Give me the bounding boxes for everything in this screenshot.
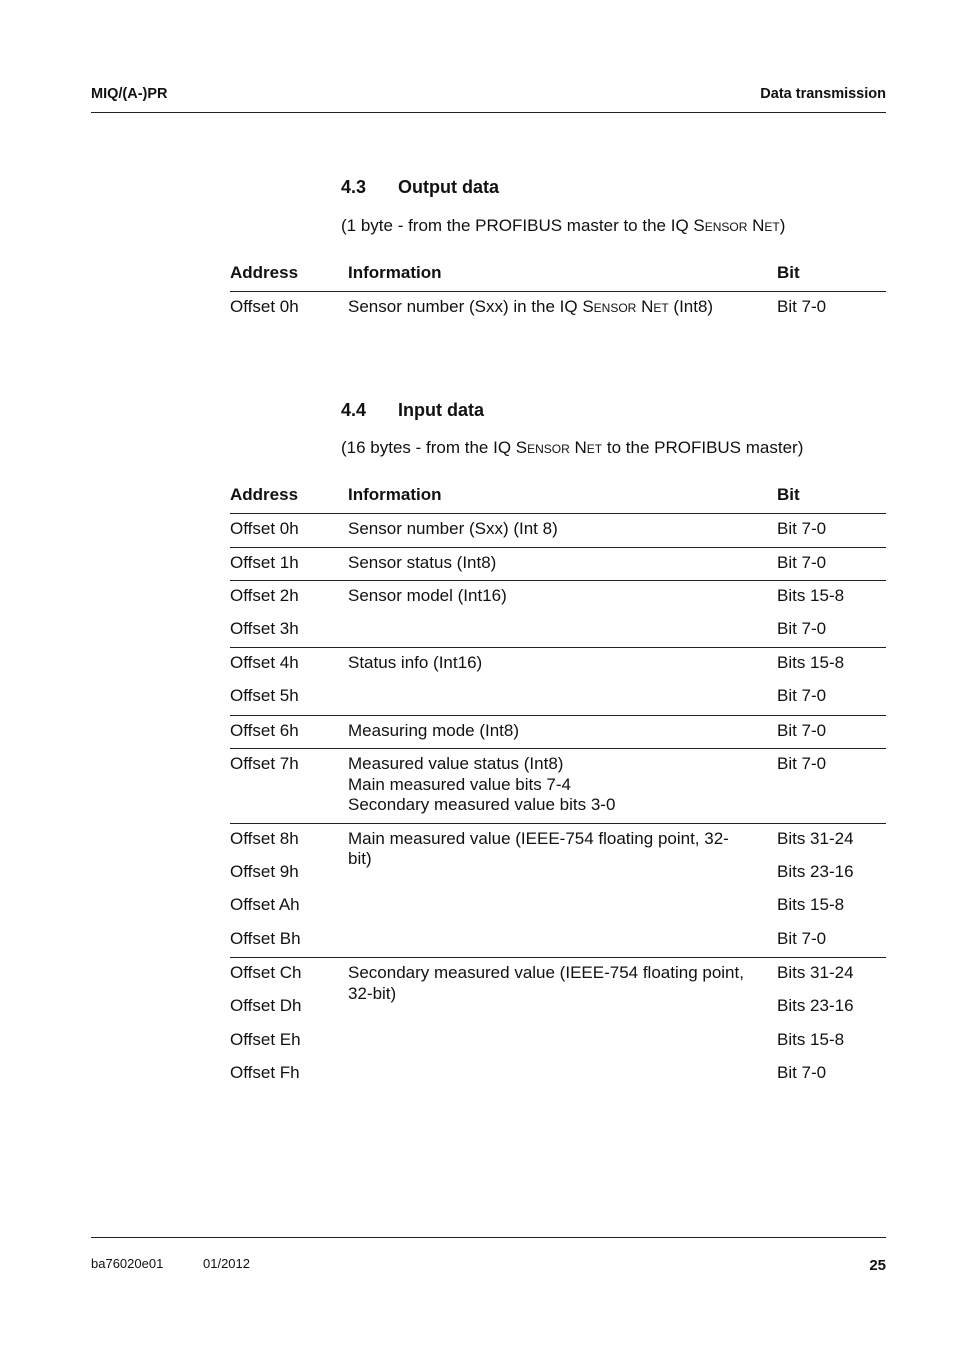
- table-row: [230, 823, 886, 857]
- bit-cell: Bit 7-0: [777, 514, 886, 548]
- address-cell: Offset 7h: [230, 749, 348, 824]
- section-number: 4.4: [341, 400, 367, 420]
- address-cell: Offset 4h: [230, 648, 348, 682]
- subtitle-text: (16 bytes - from the IQ: [341, 438, 516, 457]
- subtitle-text-end: ): [779, 216, 786, 235]
- bit-cell: Bit 7-0: [777, 619, 827, 639]
- bit-cell: Bit 7-0: [777, 715, 886, 749]
- subtitle-text-end: to the PROFIBUS master): [602, 438, 804, 457]
- column-header-address: Address: [230, 485, 348, 514]
- info-smallcaps: Sensor Net: [582, 297, 669, 316]
- address-cell: Offset 6h: [230, 715, 348, 749]
- address-cell: Offset Bh: [230, 929, 301, 949]
- column-header-information: Information: [348, 485, 777, 514]
- info-line: 32-bit): [348, 983, 397, 1003]
- table-header-row: [230, 263, 886, 292]
- table-row: [230, 547, 886, 581]
- bit-cell: Bit 7-0: [777, 547, 886, 581]
- output-data-table: [230, 263, 886, 325]
- information-cell: [348, 749, 777, 824]
- bit-cell: Bit 7-0: [777, 686, 827, 706]
- page-number: 25: [869, 1257, 886, 1274]
- information-cell: [348, 958, 777, 1092]
- info-line: Status info (Int16): [348, 653, 483, 673]
- footer-document-id: ba76020e01: [91, 1256, 164, 1271]
- information-cell: [348, 648, 777, 715]
- information-cell: [348, 823, 777, 957]
- bit-cell: Bits 31-24: [777, 958, 886, 992]
- table-row: [230, 292, 886, 326]
- section-number: 4.3: [341, 177, 367, 197]
- address-cell: Offset Ah: [230, 895, 300, 915]
- address-cell: Offset Eh: [230, 1029, 301, 1049]
- subtitle-smallcaps: Sensor Net: [515, 438, 603, 457]
- info-line: bit): [348, 849, 372, 869]
- address-cell: Offset 8h: [230, 823, 348, 857]
- page-header: [91, 86, 886, 106]
- bit-cell: Bits 15-8: [777, 1029, 845, 1049]
- bit-cell: Bit 7-0: [777, 1063, 827, 1083]
- column-header-information: Information: [348, 263, 777, 292]
- section-subtitle-output: [341, 216, 785, 236]
- address-cell: Offset 1h: [230, 547, 348, 581]
- bit-cell: Bits 23-16: [777, 861, 854, 881]
- info-line: Measuring mode (Int8): [348, 720, 520, 740]
- address-cell: Offset Fh: [230, 1063, 300, 1083]
- address-cell: Offset 9h: [230, 861, 299, 881]
- bit-cell: Bits 31-24: [777, 823, 886, 857]
- info-line: Sensor status (Int8): [348, 552, 497, 572]
- bit-cell: Bits 15-8: [777, 895, 845, 915]
- information-cell: [348, 514, 777, 548]
- information-cell: [348, 547, 777, 581]
- column-header-bit: Bit: [777, 485, 886, 514]
- address-cell: Offset 3h: [230, 619, 299, 639]
- subtitle-text: (1 byte - from the PROFIBUS master to the IQ: [341, 216, 694, 235]
- address-cell: Offset Dh: [230, 996, 302, 1016]
- table-header-row: [230, 485, 886, 514]
- information-cell: [348, 581, 777, 648]
- information-cell: [348, 715, 777, 749]
- info-line: Measured value status (Int8): [348, 754, 564, 774]
- info-line: Main measured value (IEEE-754 floating point, 32-: [348, 828, 729, 848]
- bit-cell: Bits 15-8: [777, 581, 886, 615]
- header-product: MIQ/(A-)PR: [91, 86, 168, 102]
- subtitle-smallcaps: Sensor Net: [693, 216, 780, 235]
- information-cell: [348, 292, 777, 326]
- bit-cell: Bits 23-16: [777, 996, 854, 1016]
- bit-cell: Bit 7-0: [777, 297, 827, 316]
- footer-date: 01/2012: [203, 1256, 250, 1271]
- table-row: [230, 514, 886, 548]
- info-line: Secondary measured value bits 3-0: [348, 795, 616, 815]
- section-subtitle-input: [341, 438, 803, 458]
- section-heading: Output data: [398, 177, 499, 197]
- header-rule: [91, 112, 886, 113]
- bit-cell: Bit 7-0: [777, 929, 827, 949]
- info-text-end: (Int8): [668, 297, 714, 316]
- header-chapter: Data transmission: [760, 86, 886, 102]
- table-row: [230, 715, 886, 749]
- table-row: [230, 581, 886, 615]
- input-data-table: [230, 485, 886, 1092]
- address-cell: Offset 5h: [230, 686, 299, 706]
- address-cell: Offset Ch: [230, 958, 348, 992]
- address-cell: Offset 2h: [230, 581, 348, 615]
- info-text: Sensor number (Sxx) in the IQ: [348, 297, 583, 316]
- section-heading: Input data: [398, 400, 484, 420]
- column-header-bit: Bit: [777, 263, 886, 292]
- address-cell: Offset 0h: [230, 297, 299, 316]
- info-line: Secondary measured value (IEEE-754 floating point,: [348, 963, 744, 983]
- info-line: Sensor model (Int16): [348, 586, 507, 606]
- bit-cell: Bit 7-0: [777, 749, 886, 824]
- table-row: [230, 648, 886, 682]
- section-title-output-data: [341, 177, 499, 198]
- address-cell: Offset 0h: [230, 514, 348, 548]
- table-row: [230, 749, 886, 824]
- column-header-address: Address: [230, 263, 348, 292]
- section-title-input-data: [341, 400, 484, 421]
- info-line: Main measured value bits 7-4: [348, 774, 572, 794]
- bit-cell: Bits 15-8: [777, 648, 886, 682]
- info-line: Sensor number (Sxx) (Int 8): [348, 519, 558, 538]
- footer-rule: [91, 1237, 886, 1238]
- table-row: [230, 958, 886, 992]
